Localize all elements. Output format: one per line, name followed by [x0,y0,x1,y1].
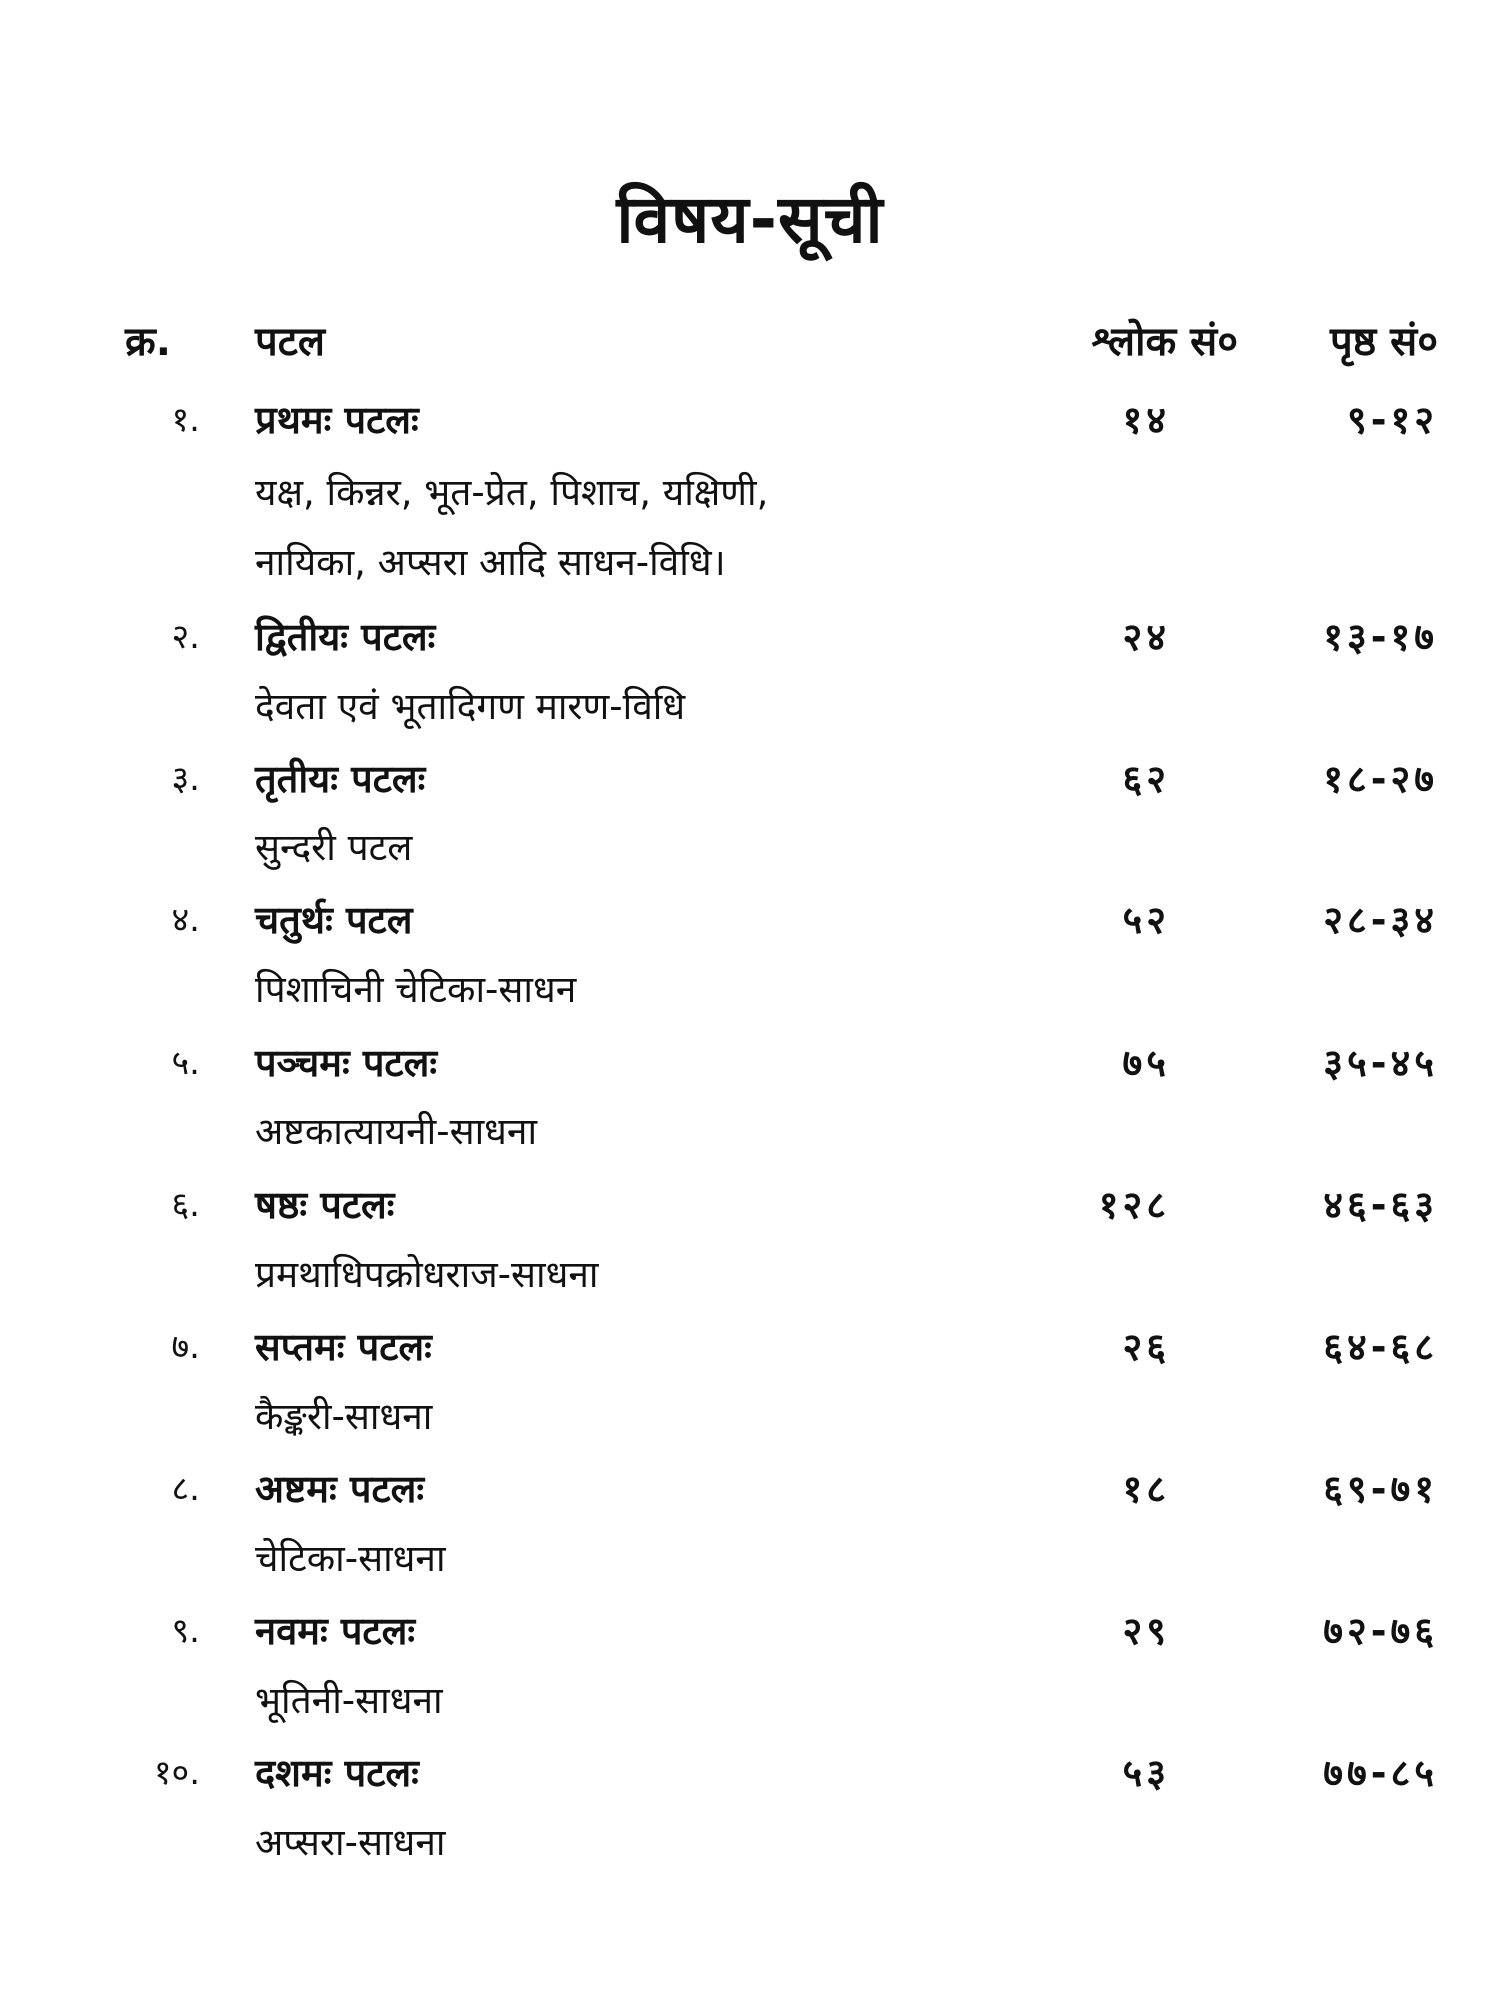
toc-entry [0,607,1500,667]
header-serial-number: क्र. [125,319,171,365]
entry-page-range: ६९-७१ [1323,1467,1438,1511]
toc-entry [0,1317,1500,1377]
entry-shloka-count: ६२ [1122,757,1170,801]
entry-title: प्रथमः पटलः [255,398,419,442]
entry-description: प्रमथाधिपक्रोधराज-साधना [255,1253,599,1296]
entry-title: नवमः पटलः [255,1609,416,1653]
toc-entry [0,1743,1500,1803]
entry-description: देवता एवं भूतादिगण मारण-विधि [255,685,686,728]
entry-title: तृतीयः पटलः [255,757,426,801]
entry-page-range: ९-१२ [1346,398,1438,442]
entry-description: अष्टकात्यायनी-साधना [255,1110,538,1153]
entry-number: ८. [171,1469,200,1509]
toc-entry [0,890,1500,950]
entry-shloka-count: २४ [1122,615,1170,659]
entry-description: पिशाचिनी चेटिका-साधन [255,968,577,1011]
entry-number: ४. [171,900,200,940]
entry-title: चतुर्थः पटल [255,898,413,942]
entry-number: १०. [153,1753,200,1793]
entry-page-range: ३५-४५ [1323,1041,1438,1085]
entry-page-range: ६४-६८ [1323,1325,1438,1369]
entry-page-range: ४६-६३ [1323,1183,1438,1227]
entry-page-range: २८-३४ [1323,898,1438,942]
entry-title: द्वितीयः पटलः [255,615,436,659]
entry-title: अष्टमः पटलः [255,1467,425,1511]
entry-page-range: ७७-८५ [1323,1751,1438,1795]
entry-number: १. [171,400,200,440]
entry-number: ७. [171,1327,200,1367]
page-title: विषय-सूची [616,181,884,258]
entry-description: कैङ्करी-साधना [255,1395,433,1438]
header-page-number: पृष्ठ सं० [1329,319,1438,365]
entry-title: षष्ठः पटलः [255,1183,395,1227]
entry-shloka-count: १४ [1122,398,1170,442]
header-shloka-count: श्लोक सं० [1091,319,1238,365]
entry-description: चेटिका-साधना [255,1537,446,1580]
toc-entry [0,390,1500,450]
entry-title: पञ्चमः पटलः [255,1041,438,1085]
header-chapter: पटल [255,319,325,365]
entry-shloka-count: १२८ [1098,1183,1170,1227]
toc-entry [0,1033,1500,1093]
toc-entry [0,1459,1500,1519]
entry-shloka-count: २६ [1122,1325,1170,1369]
entry-description: नायिका, अप्सरा आदि साधन-विधि। [255,541,726,584]
entry-number: ९. [171,1611,200,1651]
entry-description: भूतिनी-साधना [255,1679,443,1722]
table-header [0,312,1500,372]
entry-number: ३. [171,759,200,799]
entry-number: ६. [171,1185,200,1225]
entry-description: अप्सरा-साधना [255,1821,446,1864]
entry-page-range: १३-१७ [1323,615,1438,659]
entry-page-range: ७२-७६ [1323,1609,1438,1653]
entry-shloka-count: १८ [1122,1467,1170,1511]
entry-description: यक्ष, किन्नर, भूत-प्रेत, पिशाच, यक्षिणी, [255,471,769,514]
toc-entry [0,749,1500,809]
toc-entry [0,1175,1500,1235]
entry-shloka-count: ७५ [1122,1041,1170,1085]
entry-shloka-count: ५३ [1122,1751,1170,1795]
entry-title: सप्तमः पटलः [255,1325,432,1369]
toc-entry [0,1601,1500,1661]
entry-shloka-count: २९ [1122,1609,1170,1653]
entry-number: ५. [171,1043,200,1083]
entry-description: सुन्दरी पटल [255,826,413,869]
entry-number: २. [171,617,200,657]
entry-shloka-count: ५२ [1122,898,1170,942]
entry-page-range: १८-२७ [1323,757,1438,801]
entry-title: दशमः पटलः [255,1751,419,1795]
